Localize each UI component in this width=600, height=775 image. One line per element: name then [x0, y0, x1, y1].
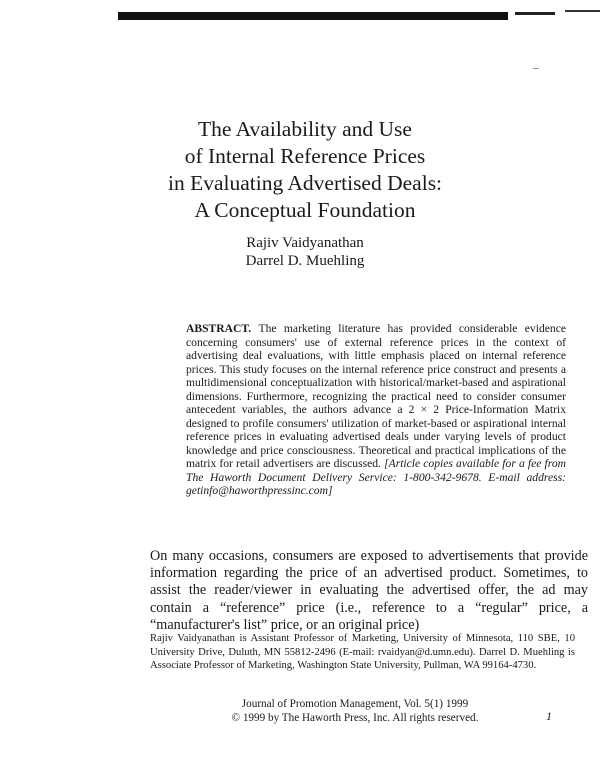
- author-name: Rajiv Vaidyanathan: [246, 235, 364, 251]
- top-rule-segment: [515, 12, 555, 15]
- author-footnote: Rajiv Vaidyanathan is Assistant Professor of Marketing, University of Minnesota, 110 SBE, 10 University Drive, Duluth, MN 55812-2496 (E-mail: rvaidyan@d.umn.edu). Darrel D. Muehling is Associate Professor of Marketing, Washington State University, Pullman, WA 99164-4730.: [150, 633, 575, 671]
- article-title: [130, 116, 480, 224]
- document-delivery-note: [Article copies available for a fee from The Haworth Document Delivery Service: 1-800-342-9678. E-mail address: getinfo@haworthpressinc.com]: [186, 457, 567, 497]
- journal-info: [210, 697, 500, 725]
- body-paragraph: On many occasions, consumers are exposed to advertisements that provide information regarding the price of an advertised product. Sometimes, to assist the reader/viewer in evaluating the advertised offer, the ad may contain a “reference” price (i.e., reference to a “regular” price, a “manufacturer's list” price, or an original price): [150, 548, 588, 633]
- top-rule: [118, 12, 508, 20]
- abstract-label: ABSTRACT.: [186, 322, 259, 335]
- title-line: of Internal Reference Prices: [184, 144, 426, 168]
- author-list: [180, 234, 430, 270]
- copyright-line: © 1999 by The Haworth Press, Inc. All rights reserved.: [231, 712, 479, 724]
- abstract-text: The marketing literature has provided considerable evidence concerning consumers' use of external reference prices in the context of advertising deal evaluations, with little emphasis placed on internal reference prices. This study focuses on the internal reference price construct and presents a multidimensional conceptualization with historical/market-based and aspirational dimensions. Furthermore, recognizing the practical need to consider consumer antecedent variables, the authors advance a 2 × 2 Price-Information Matrix designed to profile consumers' utilization of market-based or aspirational internal reference prices in evaluating advertised deals under varying levels of product knowledge and price consciousness. Theoretical and practical implications of the matrix for retail advertisers are discussed.: [186, 322, 566, 470]
- title-line: A Conceptual Foundation: [194, 198, 416, 222]
- scan-mark: –: [533, 62, 539, 74]
- title-line: in Evaluating Advertised Deals:: [167, 171, 443, 195]
- abstract: [186, 322, 566, 498]
- author-name: Darrel D. Muehling: [245, 253, 365, 269]
- page-number: 1: [546, 709, 552, 723]
- top-rule-segment: [565, 10, 600, 12]
- title-line: The Availability and Use: [198, 117, 412, 141]
- journal-citation: Journal of Promotion Management, Vol. 5(1) 1999: [241, 698, 469, 710]
